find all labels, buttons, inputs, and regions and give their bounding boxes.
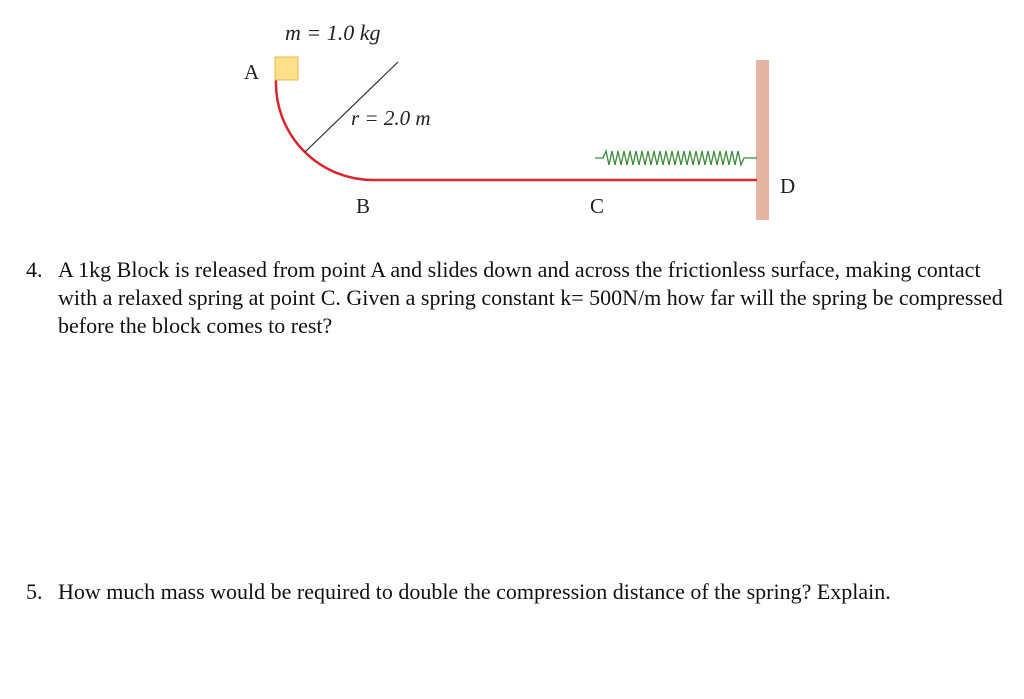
point-d-label: D bbox=[780, 174, 796, 198]
block bbox=[275, 57, 298, 80]
mass-label: m = 1.0 kg bbox=[285, 20, 381, 45]
question-number: 5. bbox=[26, 579, 43, 604]
physics-diagram bbox=[0, 0, 1024, 240]
question-number: 4. bbox=[26, 257, 43, 282]
point-b-label: B bbox=[356, 194, 371, 218]
question-text: A 1kg Block is released from point A and slides down and across the frictionless surface, making contact with a relaxed spring at point C. Given a spring constant k= 500N/m how far will the spring be compressed before the block comes to rest? bbox=[58, 257, 1003, 338]
wall bbox=[756, 60, 769, 220]
question-text: How much mass would be required to double the compression distance of the spring? Explain. bbox=[58, 579, 891, 604]
question-5 bbox=[26, 578, 1021, 638]
point-a-label: A bbox=[244, 60, 260, 84]
question-4 bbox=[26, 256, 1021, 346]
radius-label: r = 2.0 m bbox=[351, 106, 431, 130]
point-c-label: C bbox=[590, 194, 605, 218]
spring bbox=[595, 151, 757, 165]
track bbox=[276, 80, 757, 180]
